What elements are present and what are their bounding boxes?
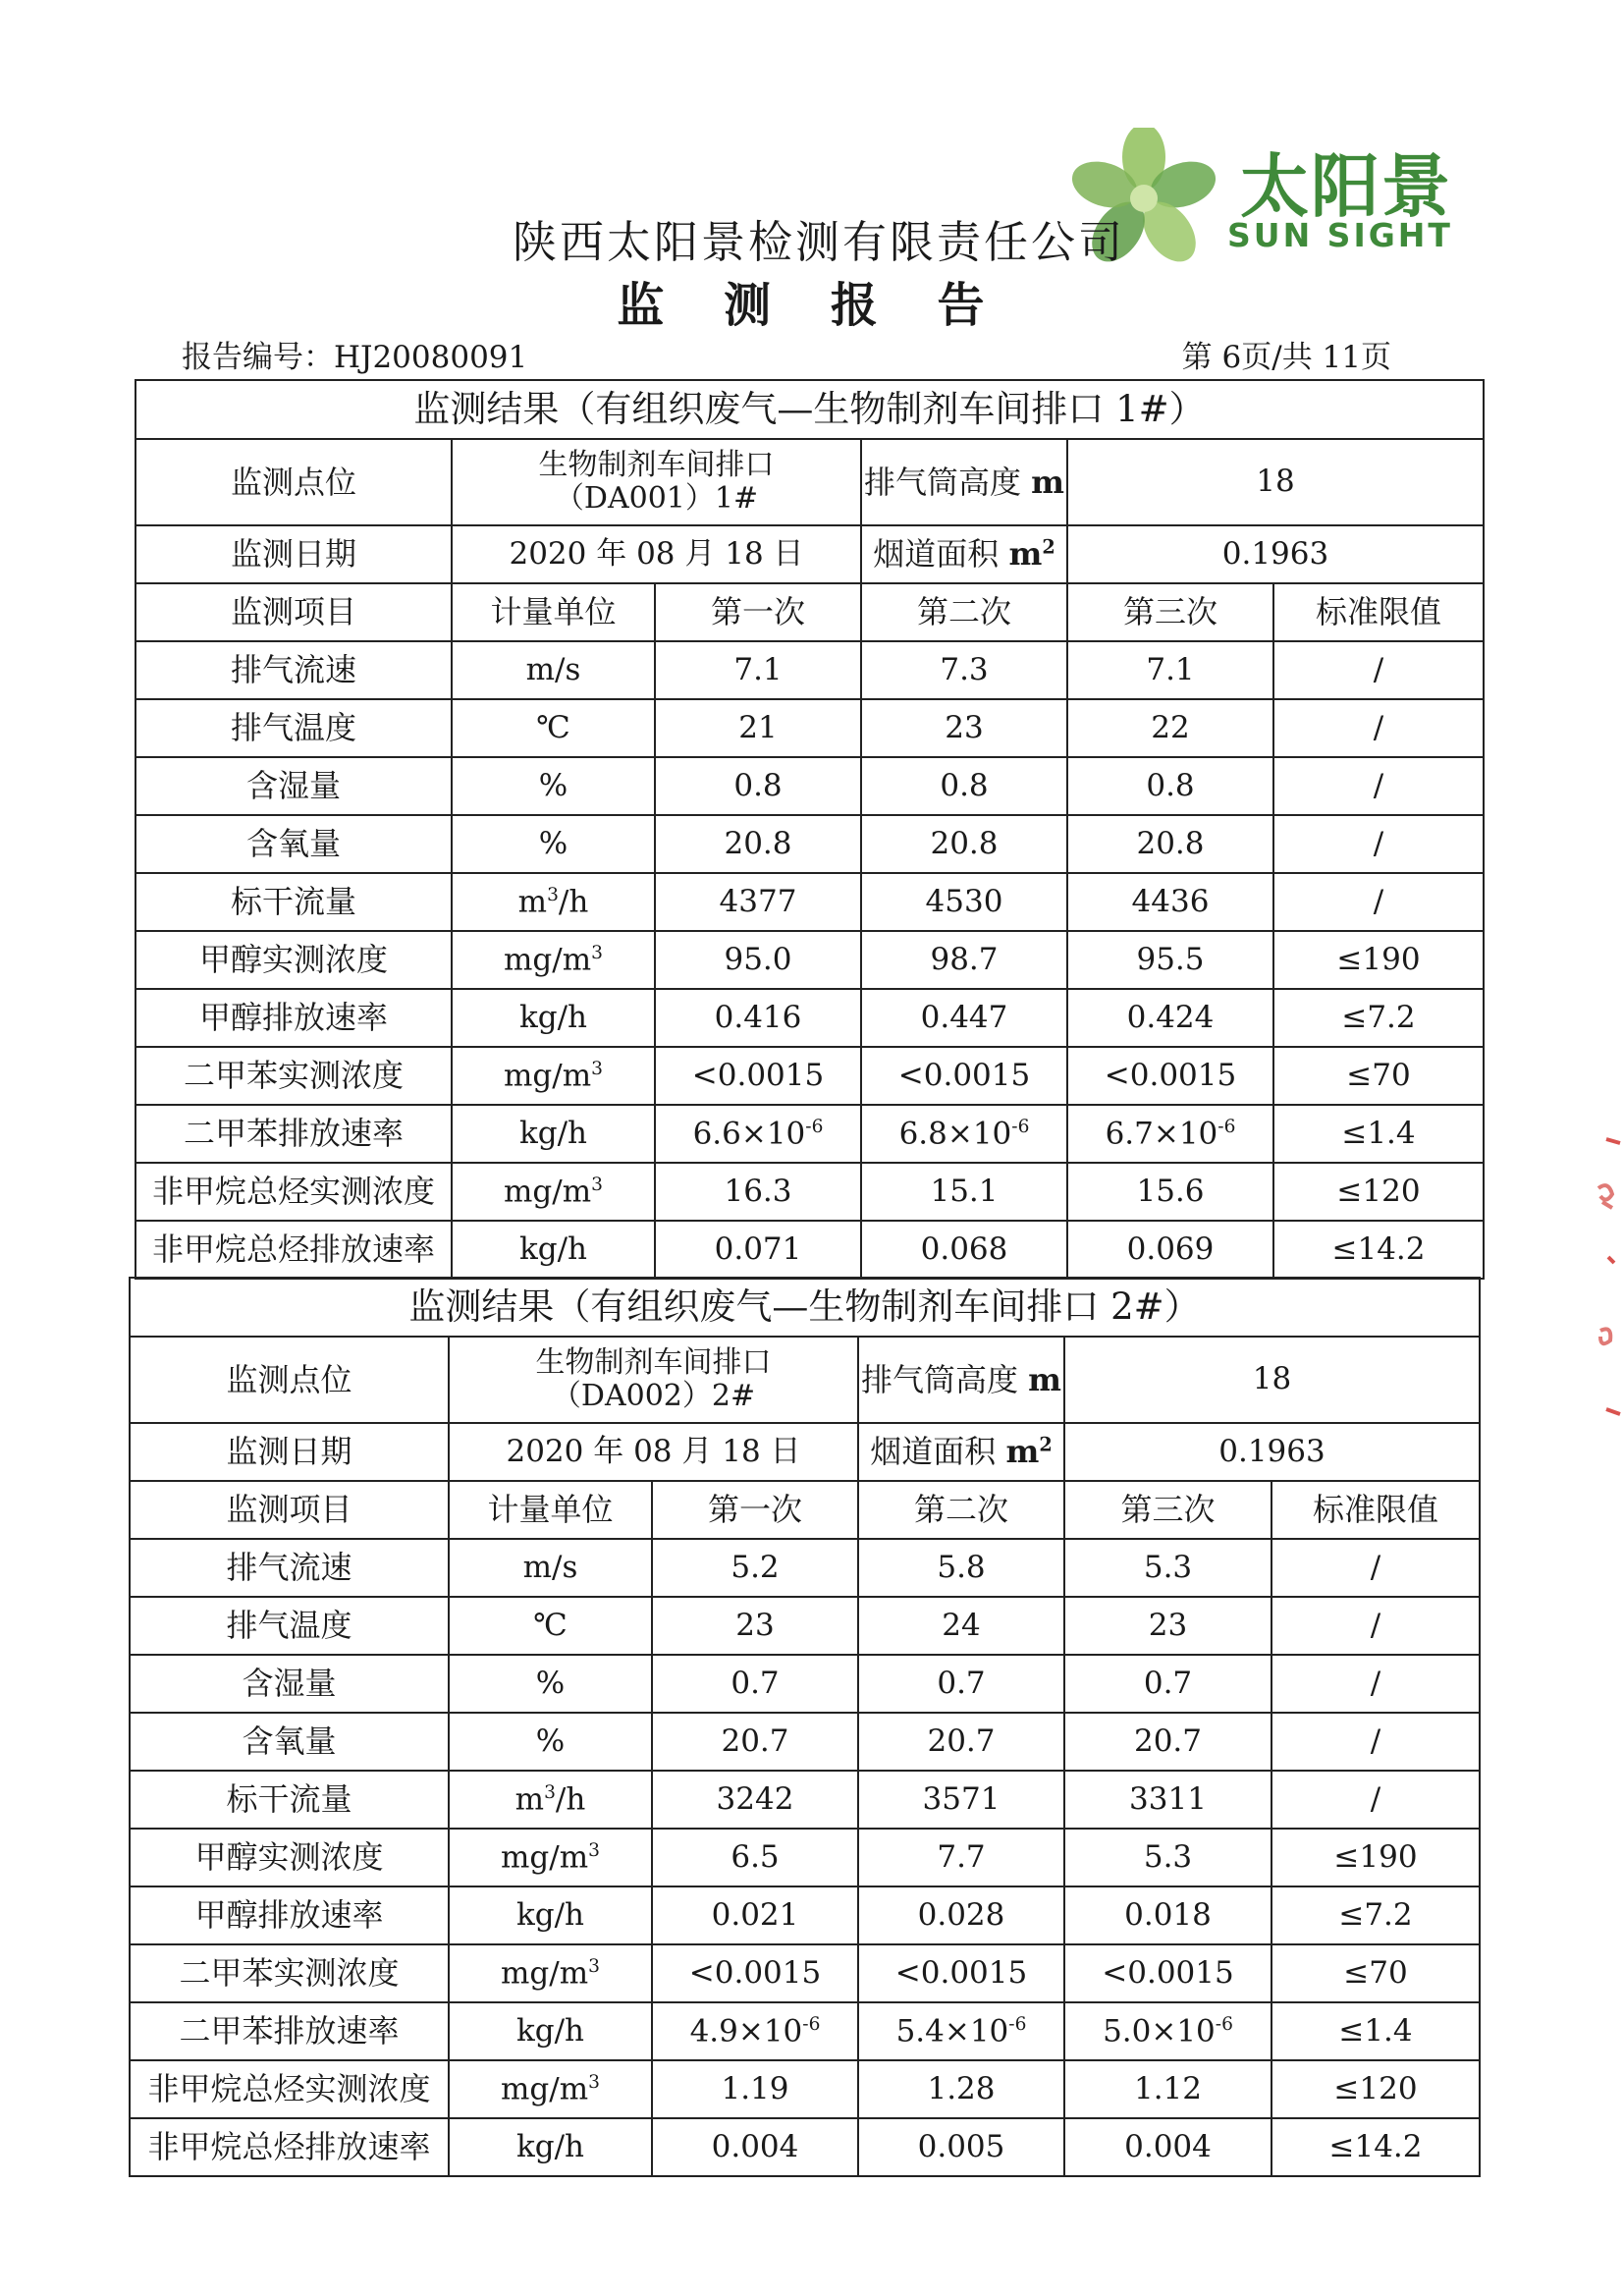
table-row bbox=[135, 873, 1484, 931]
limit-cell: / bbox=[1273, 699, 1484, 757]
page-info: 第 6页/共 11页 bbox=[1181, 340, 1391, 375]
third-value-cell: $5.0\times 10^{-6}$ bbox=[1064, 2002, 1271, 2060]
limit-cell: ≤1.4 bbox=[1273, 1105, 1484, 1163]
unit-cell: ℃ bbox=[452, 699, 655, 757]
unit-cell: % bbox=[452, 757, 655, 815]
item-cell: 甲醇排放速率 bbox=[135, 989, 452, 1047]
second-value-cell: 4530 bbox=[861, 873, 1067, 931]
first-value-cell: <0.0015 bbox=[652, 1944, 858, 2002]
monitoring-date-value: 2020 年 08 月 18 日 bbox=[452, 525, 861, 583]
third-value-cell: 3311 bbox=[1064, 1771, 1271, 1829]
item-cell: 非甲烷总烃实测浓度 bbox=[130, 2060, 449, 2118]
limit-cell: ≤70 bbox=[1273, 1047, 1484, 1105]
table-row bbox=[135, 1047, 1484, 1105]
item-cell: 含氧量 bbox=[130, 1713, 449, 1771]
limit-cell: ≤7.2 bbox=[1271, 1886, 1480, 1944]
first-value-cell: 0.021 bbox=[652, 1886, 858, 1944]
first-value-cell: <0.0015 bbox=[655, 1047, 861, 1105]
unit-cell: kg/h bbox=[452, 1105, 655, 1163]
header-unit: 计量单位 bbox=[449, 1481, 652, 1539]
limit-cell: / bbox=[1271, 1539, 1480, 1597]
third-value-cell: 23 bbox=[1064, 1597, 1271, 1655]
unit-cell: $mg/m^3$ bbox=[449, 1944, 652, 2002]
second-value-cell: $6.8\times 10^{-6}$ bbox=[861, 1105, 1067, 1163]
table-row bbox=[135, 989, 1484, 1047]
first-value-cell: $4.9\times 10^{-6}$ bbox=[652, 2002, 858, 2060]
table-row bbox=[130, 2118, 1480, 2176]
third-value-cell: 1.12 bbox=[1064, 2060, 1271, 2118]
first-value-cell: 6.5 bbox=[652, 1829, 858, 1886]
third-value-cell: $6.7\times 10^{-6}$ bbox=[1067, 1105, 1273, 1163]
first-value-cell: 0.071 bbox=[655, 1221, 861, 1279]
unit-cell: $m^3/h$ bbox=[452, 873, 655, 931]
first-value-cell: 0.7 bbox=[652, 1655, 858, 1713]
second-value-cell: 0.7 bbox=[858, 1655, 1064, 1713]
table-row bbox=[135, 931, 1484, 989]
table-row bbox=[135, 757, 1484, 815]
item-cell: 二甲苯实测浓度 bbox=[130, 1944, 449, 2002]
first-value-cell: 0.8 bbox=[655, 757, 861, 815]
item-cell: 含湿量 bbox=[135, 757, 452, 815]
first-value-cell: $6.6\times 10^{-6}$ bbox=[655, 1105, 861, 1163]
second-value-cell: 98.7 bbox=[861, 931, 1067, 989]
header-limit: 标准限值 bbox=[1273, 583, 1484, 641]
header-second: 第二次 bbox=[858, 1481, 1064, 1539]
unit-cell: % bbox=[449, 1713, 652, 1771]
third-value-cell: <0.0015 bbox=[1064, 1944, 1271, 2002]
third-value-cell: 22 bbox=[1067, 699, 1273, 757]
second-value-cell: 7.3 bbox=[861, 641, 1067, 699]
monitoring-point-value: 生物制剂车间排口 （DA002）2# bbox=[449, 1337, 858, 1423]
table-row bbox=[130, 1655, 1480, 1713]
unit-cell: kg/h bbox=[449, 1886, 652, 1944]
header-second: 第二次 bbox=[861, 583, 1067, 641]
unit-cell: % bbox=[449, 1655, 652, 1713]
results-table-1 bbox=[135, 379, 1485, 1280]
second-value-cell: <0.0015 bbox=[858, 1944, 1064, 2002]
label-flue-area: 烟道面积 $m^2$ bbox=[858, 1423, 1064, 1481]
header-item: 监测项目 bbox=[135, 583, 452, 641]
unit-cell: ℃ bbox=[449, 1597, 652, 1655]
first-value-cell: 7.1 bbox=[655, 641, 861, 699]
second-value-cell: 1.28 bbox=[858, 2060, 1064, 2118]
limit-cell: / bbox=[1271, 1597, 1480, 1655]
first-value-cell: 21 bbox=[655, 699, 861, 757]
third-value-cell: 0.018 bbox=[1064, 1886, 1271, 1944]
table-row bbox=[130, 1944, 1480, 2002]
third-value-cell: 20.8 bbox=[1067, 815, 1273, 873]
first-value-cell: 3242 bbox=[652, 1771, 858, 1829]
header-first: 第一次 bbox=[655, 583, 861, 641]
limit-cell: ≤1.4 bbox=[1271, 2002, 1480, 2060]
table-row bbox=[130, 1771, 1480, 1829]
second-value-cell: 0.068 bbox=[861, 1221, 1067, 1279]
table-row bbox=[135, 1163, 1484, 1221]
label-stack-height: 排气筒高度 m bbox=[858, 1337, 1064, 1423]
item-cell: 含氧量 bbox=[135, 815, 452, 873]
third-value-cell: 0.424 bbox=[1067, 989, 1273, 1047]
table-row bbox=[130, 2060, 1480, 2118]
limit-cell: / bbox=[1273, 873, 1484, 931]
unit-cell: $mg/m^3$ bbox=[452, 931, 655, 989]
item-cell: 标干流量 bbox=[135, 873, 452, 931]
first-value-cell: 20.8 bbox=[655, 815, 861, 873]
third-value-cell: 7.1 bbox=[1067, 641, 1273, 699]
item-cell: 非甲烷总烃排放速率 bbox=[135, 1221, 452, 1279]
logo-cn-text: 太阳景 bbox=[1240, 146, 1452, 227]
unit-cell: % bbox=[452, 815, 655, 873]
limit-cell: ≤14.2 bbox=[1273, 1221, 1484, 1279]
header-third: 第三次 bbox=[1067, 583, 1273, 641]
limit-cell: / bbox=[1273, 641, 1484, 699]
second-value-cell: 7.7 bbox=[858, 1829, 1064, 1886]
table-row bbox=[135, 699, 1484, 757]
third-value-cell: 0.7 bbox=[1064, 1655, 1271, 1713]
third-value-cell: 5.3 bbox=[1064, 1539, 1271, 1597]
monitoring-point-value: 生物制剂车间排口 （DA001）1# bbox=[452, 439, 861, 525]
seal-stamp-fragment bbox=[1577, 1129, 1623, 1424]
first-value-cell: 20.7 bbox=[652, 1713, 858, 1771]
logo-en-text: SUN SIGHT bbox=[1227, 216, 1453, 254]
third-value-cell: 95.5 bbox=[1067, 931, 1273, 989]
first-value-cell: 4377 bbox=[655, 873, 861, 931]
item-cell: 二甲苯排放速率 bbox=[130, 2002, 449, 2060]
first-value-cell: 23 bbox=[652, 1597, 858, 1655]
unit-cell: kg/h bbox=[449, 2118, 652, 2176]
unit-cell: $mg/m^3$ bbox=[452, 1163, 655, 1221]
second-value-cell: 5.8 bbox=[858, 1539, 1064, 1597]
table-row bbox=[130, 1597, 1480, 1655]
item-cell: 非甲烷总烃实测浓度 bbox=[135, 1163, 452, 1221]
item-cell: 含湿量 bbox=[130, 1655, 449, 1713]
header-row bbox=[135, 583, 1484, 641]
third-value-cell: 0.8 bbox=[1067, 757, 1273, 815]
third-value-cell: 4436 bbox=[1067, 873, 1273, 931]
second-value-cell: 20.8 bbox=[861, 815, 1067, 873]
flue-area-value: 0.1963 bbox=[1064, 1423, 1480, 1481]
stack-height-value: 18 bbox=[1067, 439, 1484, 525]
header-third: 第三次 bbox=[1064, 1481, 1271, 1539]
limit-cell: / bbox=[1271, 1771, 1480, 1829]
table-row bbox=[135, 815, 1484, 873]
item-cell: 甲醇实测浓度 bbox=[130, 1829, 449, 1886]
table-caption: 监测结果（有组织废气—生物制剂车间排口 1#） bbox=[135, 380, 1484, 439]
header-item: 监测项目 bbox=[130, 1481, 449, 1539]
label-flue-area: 烟道面积 $m^2$ bbox=[861, 525, 1067, 583]
second-value-cell: 15.1 bbox=[861, 1163, 1067, 1221]
first-value-cell: 0.416 bbox=[655, 989, 861, 1047]
unit-cell: kg/h bbox=[452, 1221, 655, 1279]
table-row bbox=[135, 1221, 1484, 1279]
label-monitoring-point: 监测点位 bbox=[130, 1337, 449, 1423]
second-value-cell: 23 bbox=[861, 699, 1067, 757]
item-cell: 排气温度 bbox=[130, 1597, 449, 1655]
table-caption: 监测结果（有组织废气—生物制剂车间排口 2#） bbox=[130, 1278, 1480, 1337]
limit-cell: / bbox=[1273, 815, 1484, 873]
results-table-2 bbox=[129, 1277, 1481, 2177]
label-monitoring-date: 监测日期 bbox=[130, 1423, 449, 1481]
monitoring-date-value: 2020 年 08 月 18 日 bbox=[449, 1423, 858, 1481]
item-cell: 甲醇排放速率 bbox=[130, 1886, 449, 1944]
flue-area-value: 0.1963 bbox=[1067, 525, 1484, 583]
item-cell: 排气温度 bbox=[135, 699, 452, 757]
second-value-cell: <0.0015 bbox=[861, 1047, 1067, 1105]
second-value-cell: 0.005 bbox=[858, 2118, 1064, 2176]
unit-cell: kg/h bbox=[452, 989, 655, 1047]
item-cell: 二甲苯实测浓度 bbox=[135, 1047, 452, 1105]
table-row bbox=[130, 2002, 1480, 2060]
table-row bbox=[130, 1886, 1480, 1944]
first-value-cell: 95.0 bbox=[655, 931, 861, 989]
table-row bbox=[130, 1713, 1480, 1771]
third-value-cell: 0.004 bbox=[1064, 2118, 1271, 2176]
second-value-cell: 0.8 bbox=[861, 757, 1067, 815]
item-cell: 甲醇实测浓度 bbox=[135, 931, 452, 989]
report-title: 监 测 报 告 bbox=[617, 278, 1006, 333]
third-value-cell: 5.3 bbox=[1064, 1829, 1271, 1886]
table-body bbox=[135, 641, 1484, 1279]
table-body bbox=[130, 1539, 1480, 2176]
unit-cell: $mg/m^3$ bbox=[449, 2060, 652, 2118]
first-value-cell: 0.004 bbox=[652, 2118, 858, 2176]
label-stack-height: 排气筒高度 m bbox=[861, 439, 1067, 525]
item-cell: 二甲苯排放速率 bbox=[135, 1105, 452, 1163]
second-value-cell: 0.028 bbox=[858, 1886, 1064, 1944]
limit-cell: ≤7.2 bbox=[1273, 989, 1484, 1047]
stack-height-value: 18 bbox=[1064, 1337, 1480, 1423]
limit-cell: / bbox=[1271, 1655, 1480, 1713]
unit-cell: m/s bbox=[449, 1539, 652, 1597]
limit-cell: ≤14.2 bbox=[1271, 2118, 1480, 2176]
table-row bbox=[130, 1539, 1480, 1597]
limit-cell: ≤70 bbox=[1271, 1944, 1480, 2002]
company-name: 陕西太阳景检测有限责任公司 bbox=[512, 216, 1125, 268]
header-unit: 计量单位 bbox=[452, 583, 655, 641]
first-value-cell: 16.3 bbox=[655, 1163, 861, 1221]
second-value-cell: $5.4\times 10^{-6}$ bbox=[858, 2002, 1064, 2060]
unit-cell: m/s bbox=[452, 641, 655, 699]
second-value-cell: 3571 bbox=[858, 1771, 1064, 1829]
limit-cell: ≤190 bbox=[1273, 931, 1484, 989]
second-value-cell: 24 bbox=[858, 1597, 1064, 1655]
third-value-cell: 15.6 bbox=[1067, 1163, 1273, 1221]
second-value-cell: 20.7 bbox=[858, 1713, 1064, 1771]
limit-cell: / bbox=[1271, 1713, 1480, 1771]
header-first: 第一次 bbox=[652, 1481, 858, 1539]
limit-cell: / bbox=[1273, 757, 1484, 815]
limit-cell: ≤190 bbox=[1271, 1829, 1480, 1886]
item-cell: 标干流量 bbox=[130, 1771, 449, 1829]
limit-cell: ≤120 bbox=[1273, 1163, 1484, 1221]
item-cell: 排气流速 bbox=[135, 641, 452, 699]
item-cell: 排气流速 bbox=[130, 1539, 449, 1597]
table-row bbox=[130, 1829, 1480, 1886]
item-cell: 非甲烷总烃排放速率 bbox=[130, 2118, 449, 2176]
report-number: 报告编号：HJ20080091 bbox=[182, 340, 528, 375]
first-value-cell: 5.2 bbox=[652, 1539, 858, 1597]
unit-cell: $m^3/h$ bbox=[449, 1771, 652, 1829]
third-value-cell: 0.069 bbox=[1067, 1221, 1273, 1279]
header-row bbox=[130, 1481, 1480, 1539]
label-monitoring-point: 监测点位 bbox=[135, 439, 452, 525]
first-value-cell: 1.19 bbox=[652, 2060, 858, 2118]
label-monitoring-date: 监测日期 bbox=[135, 525, 452, 583]
third-value-cell: <0.0015 bbox=[1067, 1047, 1273, 1105]
table-row bbox=[135, 1105, 1484, 1163]
table-row bbox=[135, 641, 1484, 699]
unit-cell: kg/h bbox=[449, 2002, 652, 2060]
third-value-cell: 20.7 bbox=[1064, 1713, 1271, 1771]
unit-cell: $mg/m^3$ bbox=[452, 1047, 655, 1105]
second-value-cell: 0.447 bbox=[861, 989, 1067, 1047]
header-limit: 标准限值 bbox=[1271, 1481, 1480, 1539]
unit-cell: $mg/m^3$ bbox=[449, 1829, 652, 1886]
limit-cell: ≤120 bbox=[1271, 2060, 1480, 2118]
